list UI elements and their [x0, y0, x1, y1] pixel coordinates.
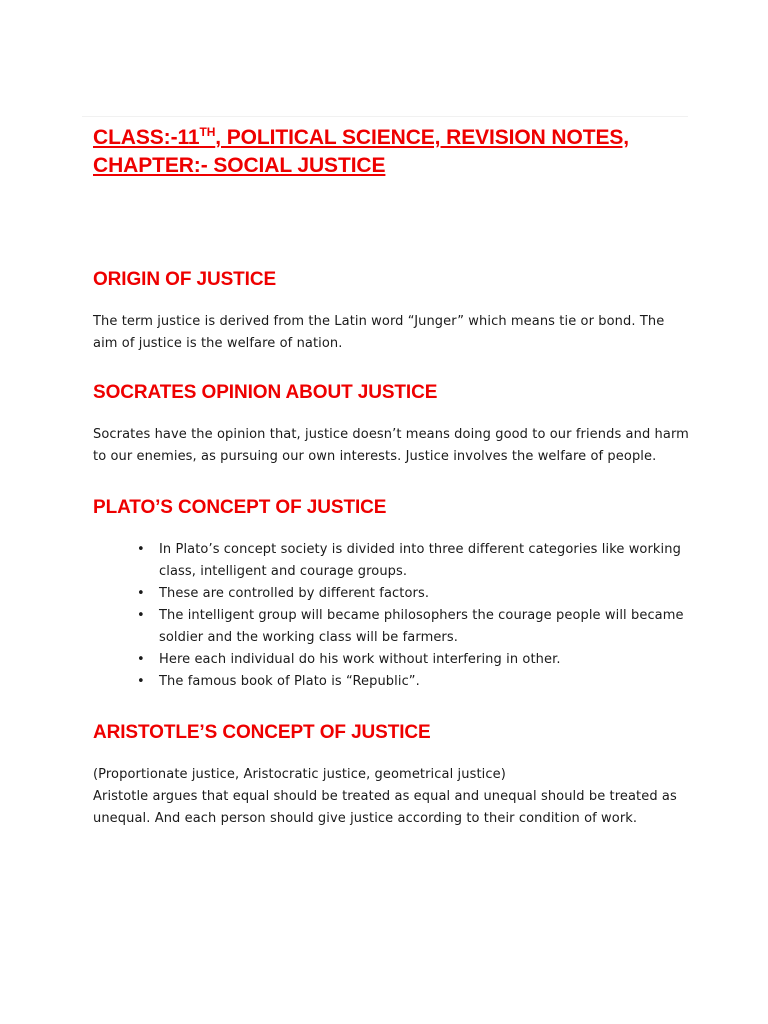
- aristotle-text: Aristotle argues that equal should be treated as equal and unequal should be treated as unequal. And each person should give justice according to their condition of work.: [93, 789, 677, 826]
- title-subject: , POLITICAL SCIENCE, REVISION NOTES,: [215, 126, 629, 149]
- plato-bullet-list: [93, 539, 693, 693]
- paragraph-socrates: Socrates have the opinion that, justice doesn’t means doing good to our friends and harm to our enemies, as pursuing our own interests. Justice involves the welfare of people.: [93, 427, 689, 464]
- heading-origin-of-justice: ORIGIN OF JUSTICE: [93, 269, 277, 290]
- list-item: [93, 605, 693, 649]
- heading-aristotle-concept: ARISTOTLE’S CONCEPT OF JUSTICE: [93, 722, 431, 743]
- aristotle-subtitle: (Proportionate justice, Aristocratic justice, geometrical justice): [93, 767, 506, 782]
- list-item-text: Here each individual do his work without interfering in other.: [159, 652, 561, 667]
- heading-socrates-opinion: SOCRATES OPINION ABOUT JUSTICE: [93, 382, 438, 403]
- document-title: [93, 124, 693, 180]
- bullet-icon: •: [137, 586, 145, 601]
- list-item-text: In Plato’s concept society is divided into three different categories like working class, intelligent and courage groups.: [159, 542, 681, 579]
- top-divider: [82, 116, 688, 117]
- list-item: [93, 539, 693, 583]
- list-item: [93, 583, 693, 605]
- list-item-text: The intelligent group will became philosophers the courage people will became soldier and the working class will be farmers.: [159, 608, 684, 645]
- bullet-icon: •: [137, 608, 145, 623]
- title-superscript: TH: [199, 125, 216, 139]
- title-chapter: CHAPTER:- SOCIAL JUSTICE: [93, 154, 386, 177]
- heading-plato-concept: PLATO’S CONCEPT OF JUSTICE: [93, 497, 387, 518]
- bullet-icon: •: [137, 652, 145, 667]
- document-content: [93, 124, 693, 830]
- paragraph-aristotle: [93, 764, 693, 830]
- bullet-icon: •: [137, 674, 145, 689]
- title-class: CLASS:-11: [93, 126, 200, 149]
- paragraph-origin: The term justice is derived from the Latin word “Junger” which means tie or bond. The aim of justice is the welfare of nation.: [93, 314, 665, 351]
- list-item: [93, 649, 693, 671]
- list-item: [93, 671, 693, 693]
- list-item-text: These are controlled by different factors.: [159, 586, 430, 601]
- list-item-text: The famous book of Plato is “Republic”.: [159, 674, 420, 689]
- bullet-icon: •: [137, 542, 145, 557]
